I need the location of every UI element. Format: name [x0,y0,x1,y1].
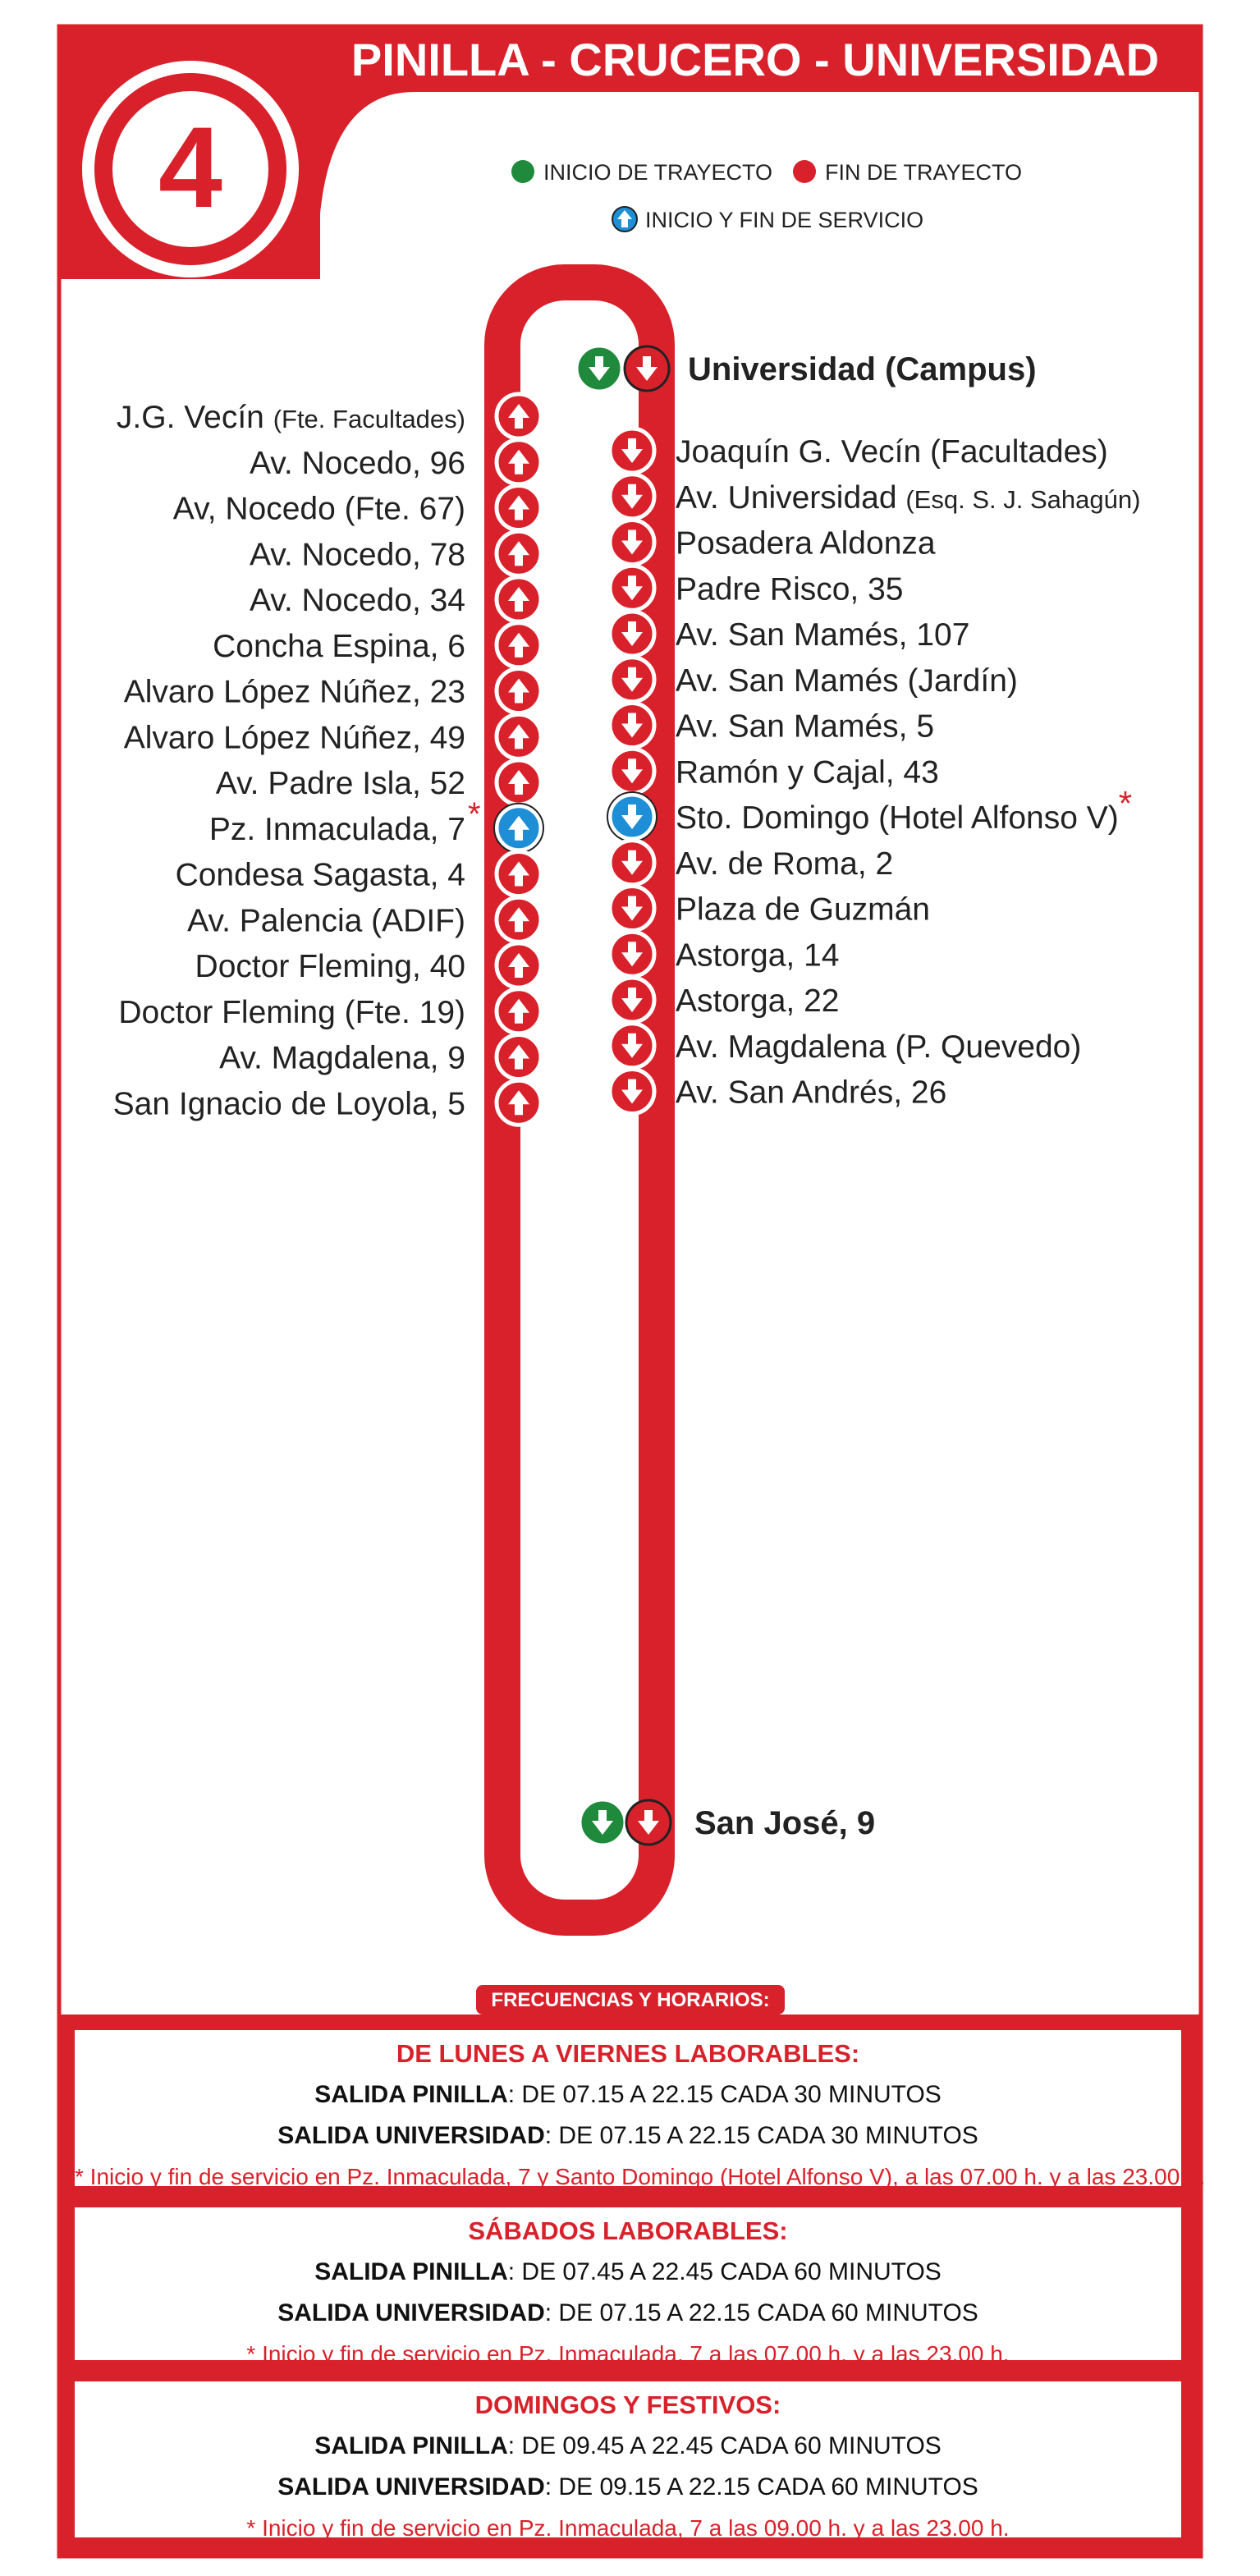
arrow-up-icon [497,440,541,484]
schedule-line-value: : DE 07.15 A 22.15 CADA 60 MINUTOS [544,2299,978,2326]
arrow-down-icon [610,474,654,519]
stop-name: Av. Nocedo, 34 [249,583,465,618]
stop-left [118,995,465,1030]
arrow-up-icon [497,531,541,575]
stop-name: Alvaro López Núñez, 49 [123,720,465,756]
schedule-line-label: SALIDA UNIVERSIDAD [277,2122,545,2149]
arrow-down-icon [610,658,654,702]
schedule-line-label: SALIDA PINILLA [314,2081,508,2108]
green-dot-icon [511,160,534,183]
terminal-top [577,346,1037,391]
stop-name: J.G. Vecín (Fte. Facultades) [116,400,465,435]
arrow-up-icon [497,394,541,438]
schedule-line [75,2074,1181,2115]
legend-end-label: FIN DE TRAYECTO [825,160,1023,185]
stop-name: Posadera Aldonza [676,525,936,561]
arrow-up-icon [497,943,541,988]
terminal-bottom-label: San José, 9 [694,1805,876,1841]
arrow-down-icon [610,1024,654,1068]
stop-name: Av. Padre Isla, 52 [215,766,465,801]
stop-right [676,1075,946,1111]
stop-name: Av. Magdalena (P. Quevedo) [676,1029,1082,1065]
stop-name: Concha Espina, 6 [213,628,465,664]
stop-left [124,675,465,710]
schedule-line-value: : DE 07.45 A 22.45 CADA 60 MINUTOS [507,2258,942,2285]
stop-left [124,720,465,755]
stop-name: Av, Nocedo (Fte. 67) [172,491,465,527]
arrow-up-icon [497,486,541,530]
stops-layer [113,394,1141,1125]
schedule-line-label: SALIDA UNIVERSIDAD [277,2299,545,2326]
route-number: 4 [158,103,222,231]
stop-left [173,492,465,527]
schedule-line-label: SALIDA PINILLA [314,2432,508,2459]
red-dot-icon [793,160,816,183]
stop-name: Av. San Andrés, 26 [676,1075,947,1111]
arrow-down-icon [610,749,654,793]
arrow-down-icon [610,1070,654,1114]
terminal-bottom [580,1800,875,1845]
schedule-sundays [69,2376,1187,2543]
arrow-down-icon [610,841,654,885]
stop-left [195,949,465,984]
legend-service [612,207,923,232]
stop-left [117,400,465,435]
schedule-saturdays [69,2202,1187,2366]
stop-name: Av. Nocedo, 78 [249,537,465,573]
schedule-line [75,2426,1181,2467]
schedule-title: DOMINGOS Y FESTIVOS: [474,2390,781,2419]
stop-name: Sto. Domingo (Hotel Alfonso V)* [676,784,1133,836]
arrow-up-icon [497,852,541,896]
stop-name: Doctor Fleming, 40 [195,949,465,984]
stop-right [676,754,939,790]
schedule-heading [476,1985,785,2015]
terminal-top-label: Universidad (Campus) [688,351,1037,387]
stop-note: (Esq. S. J. Sahagún) [905,484,1141,514]
stop-right [676,617,969,653]
schedule-line-label: SALIDA PINILLA [314,2258,508,2285]
arrow-up-icon [497,1080,541,1125]
asterisk-mark: * [1118,784,1133,823]
arrow-down-icon [610,978,654,1022]
arrow-up-icon [497,1035,541,1079]
stop-left [250,446,465,481]
stop-left [209,796,481,847]
route-title: PINILLA - CRUCERO - UNIVERSIDAD [351,34,1160,85]
stop-name: Ramón y Cajal, 43 [676,754,939,791]
service-arrow-down-icon [607,792,657,841]
legend [511,160,1022,232]
stop-right [676,1029,1081,1065]
stop-name: Av. San Mamés, 107 [676,617,970,653]
stop-left [219,1041,465,1076]
stop-right [676,663,1018,699]
stop-right [676,846,893,882]
schedule-line [75,2467,1181,2508]
stop-right [676,983,839,1019]
arrow-down-icon [610,520,654,565]
stop-name: San Ignacio de Loyola, 5 [112,1086,465,1122]
arrow-down-icon [610,429,654,473]
arrow-up-icon [497,897,541,942]
schedule-line-label: SALIDA UNIVERSIDAD [277,2473,545,2500]
stop-right [676,937,839,973]
schedule-weekdays [69,2024,1206,2192]
legend-end [793,160,1022,185]
schedule-note: * Inicio y fin de servicio en Pz. Inmaculada, 7 a las 07.00 h. y a las 23.00 h. [246,2341,1010,2367]
stop-name: Av. San Mamés (Jardín) [676,662,1018,699]
stop-name: Pz. Inmaculada, 7 [208,811,465,847]
stop-name: Padre Risco, 35 [676,571,904,607]
arrow-down-icon [610,704,654,748]
stop-left [250,537,465,572]
stop-name: Condesa Sagasta, 4 [175,857,465,893]
stop-name: Av. Palencia (ADIF) [187,903,465,939]
arrow-down-icon [610,566,654,610]
arrow-up-icon [497,577,541,621]
schedule-note: * Inicio y fin de servicio en Pz. Inmaculada, 7 a las 09.00 h. y a las 23.00 h. [246,2515,1010,2541]
schedule-line [75,2252,1181,2293]
stop-right [676,571,903,607]
schedule-heading-label: FRECUENCIAS Y HORARIOS: [491,1989,770,2011]
legend-start-label: INICIO DE TRAYECTO [543,160,773,185]
arrow-up-icon [497,760,541,804]
schedule-title: DE LUNES A VIERNES LABORABLES: [396,2039,860,2068]
schedule-line-value: : DE 07.15 A 22.15 CADA 30 MINUTOS [544,2122,978,2149]
stop-name: Doctor Fleming (Fte. 19) [118,994,465,1030]
stop-name: Av. San Mamés, 5 [676,708,935,745]
arrow-up-icon [497,989,541,1034]
schedule-line-value: : DE 09.15 A 22.15 CADA 60 MINUTOS [544,2473,978,2500]
legend-start [511,160,772,185]
stop-right [676,480,1140,516]
asterisk-mark: * [468,795,481,832]
stop-left [187,903,465,938]
arrow-up-icon [497,669,541,713]
stop-name: Av. Universidad (Esq. S. J. Sahagún) [676,479,1141,516]
arrow-down-icon [610,887,654,931]
schedule-title: SÁBADOS LABORABLES: [468,2216,788,2245]
stop-right [676,784,1132,836]
schedule-line-value: : DE 07.15 A 22.15 CADA 30 MINUTOS [507,2081,942,2108]
stop-note: (Fte. Facultades) [273,405,465,433]
schedule-note: * Inicio y fin de servicio en Pz. Inmaculada, 7 y Santo Domingo (Hotel Alfonso V), a las 07.00 h. y a las 23.00 h. [75,2164,1206,2189]
stop-name: Av. de Roma, 2 [676,846,894,882]
stop-right [676,892,930,928]
stop-left [213,629,465,664]
arrow-down-icon [610,612,654,656]
stop-name: Astorga, 22 [676,983,840,1019]
stop-right [676,709,934,745]
stop-left [113,1086,465,1121]
stop-right [676,526,936,561]
stop-left [176,858,465,893]
arrow-up-icon [497,714,541,759]
stop-name: Av. Nocedo, 96 [249,445,465,481]
stop-name: Alvaro López Núñez, 23 [123,674,465,710]
stop-name: Plaza de Guzmán [676,892,931,928]
stop-right [676,434,1108,470]
schedule-line-value: : DE 09.45 A 22.45 CADA 60 MINUTOS [507,2432,942,2459]
service-arrow-up-icon [494,804,543,853]
arrow-up-icon [497,623,541,667]
legend-service-label: INICIO Y FIN DE SERVICIO [645,208,924,232]
stop-left [250,583,465,618]
route-number-badge [82,61,299,277]
schedule-line [75,2115,1181,2157]
stop-name: Joaquín G. Vecín (Facultades) [676,434,1108,470]
stop-left [216,766,465,801]
schedule-line [75,2293,1181,2334]
stop-name: Av. Magdalena, 9 [219,1040,465,1076]
stop-name: Astorga, 14 [676,937,840,974]
arrow-down-icon [610,932,654,976]
